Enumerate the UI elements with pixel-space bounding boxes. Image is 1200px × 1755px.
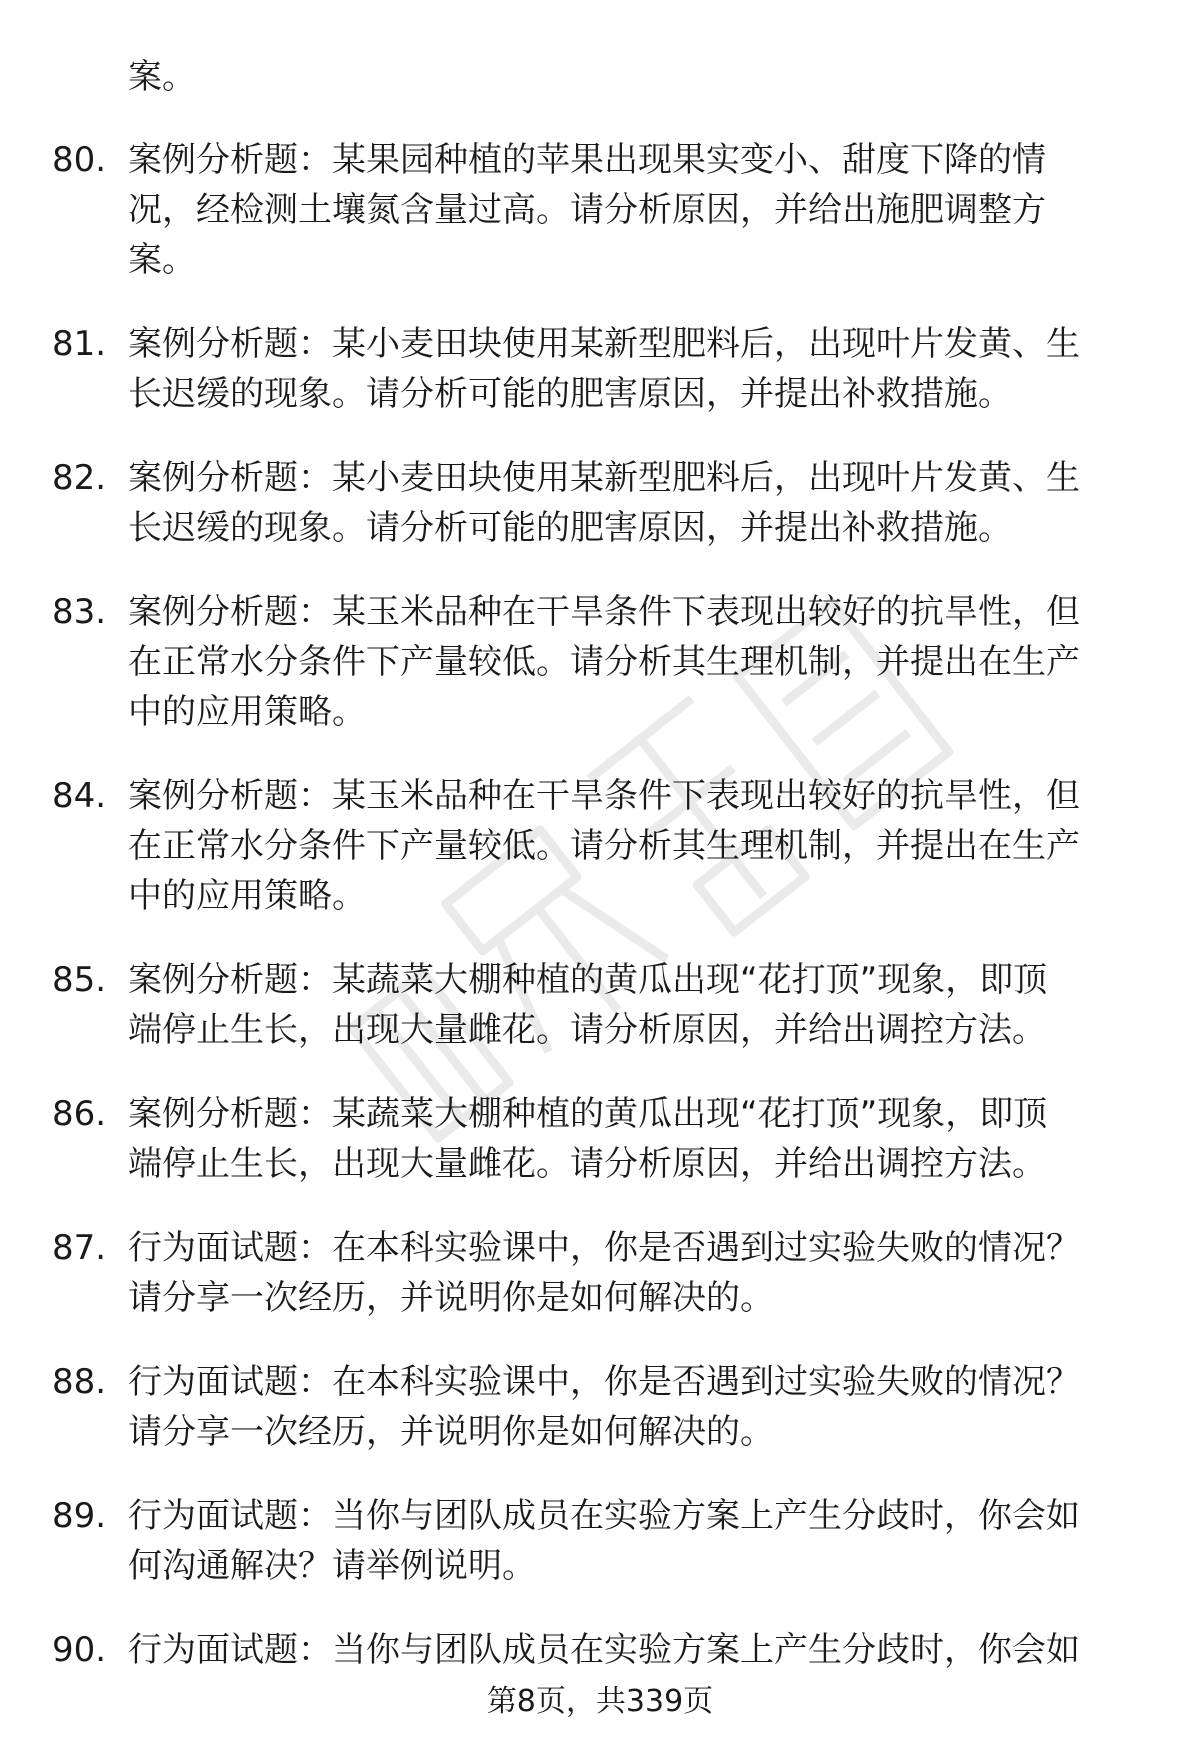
question-item [52, 1357, 1152, 1457]
question-text-line: 行为面试题：当你与团队成员在实验方案上产生分歧时，你会如 [128, 1630, 1080, 1670]
question-item [52, 587, 1152, 737]
question-continuation [52, 52, 1152, 102]
question-text-line: 行为面试题：当你与团队成员在实验方案上产生分歧时，你会如 [128, 1496, 1080, 1536]
question-text-line: 请分享一次经历，并说明你是如何解决的。 [128, 1278, 774, 1318]
question-item [52, 955, 1152, 1055]
question-number: 81. [52, 324, 107, 364]
question-item [52, 453, 1152, 553]
question-text-line: 案例分析题：某小麦田块使用某新型肥料后，出现叶片发黄、生 [128, 324, 1080, 364]
question-number: 89. [52, 1496, 107, 1536]
question-text-line: 况，经检测土壤氮含量过高。请分析原因，并给出施肥调整方 [128, 190, 1046, 230]
question-text-line: 案例分析题：某玉米品种在干旱条件下表现出较好的抗旱性，但 [128, 776, 1080, 816]
question-text-line: 案例分析题：某玉米品种在干旱条件下表现出较好的抗旱性，但 [128, 592, 1080, 632]
question-text-line: 中的应用策略。 [128, 876, 366, 916]
question-text-line: 案例分析题：某蔬菜大棚种植的黄瓜出现“花打顶”现象，即顶 [128, 1094, 1048, 1134]
question-number: 82. [52, 458, 107, 498]
question-number: 83. [52, 592, 107, 632]
question-number: 88. [52, 1362, 107, 1402]
question-item [52, 771, 1152, 921]
question-text-line: 案。 [128, 240, 196, 280]
question-number: 86. [52, 1094, 107, 1134]
question-number: 90. [52, 1630, 107, 1670]
question-text-line: 请分享一次经历，并说明你是如何解决的。 [128, 1412, 774, 1452]
question-text-line: 端停止生长，出现大量雌花。请分析原因，并给出调控方法。 [128, 1144, 1046, 1184]
question-text-line: 行为面试题：在本科实验课中，你是否遇到过实验失败的情况？ [128, 1362, 1080, 1402]
question-text-line: 行为面试题：在本科实验课中，你是否遇到过实验失败的情况？ [128, 1228, 1080, 1268]
question-text-line: 在正常水分条件下产量较低。请分析其生理机制，并提出在生产 [128, 826, 1080, 866]
question-item [52, 1223, 1152, 1323]
question-text-line: 长迟缓的现象。请分析可能的肥害原因，并提出补救措施。 [128, 374, 1012, 414]
question-text-line: 何沟通解决？请举例说明。 [128, 1546, 536, 1586]
question-item [52, 1625, 1152, 1675]
question-number: 85. [52, 960, 107, 1000]
page-number-footer: 第8页，共339页 [486, 1684, 714, 1719]
question-text-line: 端停止生长，出现大量雌花。请分析原因，并给出调控方法。 [128, 1010, 1046, 1050]
question-text-line: 案例分析题：某果园种植的苹果出现果实变小、甜度下降的情 [128, 140, 1046, 180]
question-text-line: 中的应用策略。 [128, 692, 366, 732]
question-item [52, 1491, 1152, 1591]
question-list [52, 52, 1152, 1709]
question-number: 87. [52, 1228, 107, 1268]
question-text-line: 在正常水分条件下产量较低。请分析其生理机制，并提出在生产 [128, 642, 1080, 682]
question-item [52, 135, 1152, 285]
question-item [52, 1089, 1152, 1189]
question-text-line: 长迟缓的现象。请分析可能的肥害原因，并提出补救措施。 [128, 508, 1012, 548]
question-number: 84. [52, 776, 107, 816]
question-text-line: 案例分析题：某小麦田块使用某新型肥料后，出现叶片发黄、生 [128, 458, 1080, 498]
question-number: 80. [52, 140, 107, 180]
question-item [52, 319, 1152, 419]
question-text-line: 案例分析题：某蔬菜大棚种植的黄瓜出现“花打顶”现象，即顶 [128, 960, 1048, 1000]
question-text-line: 案。 [128, 57, 196, 97]
